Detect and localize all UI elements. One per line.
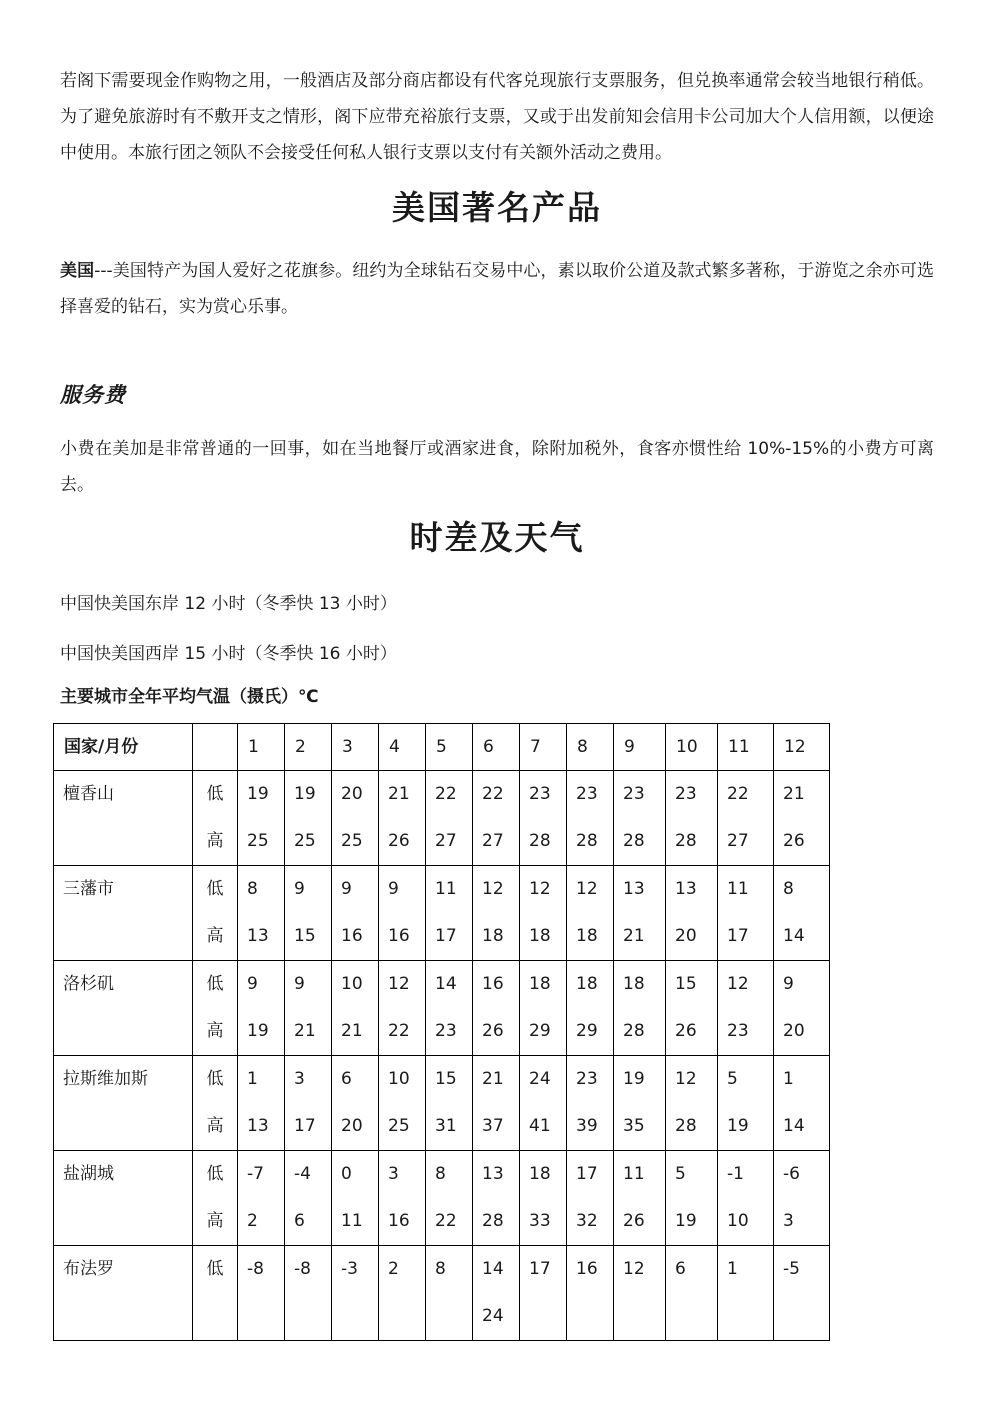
- table-header-row: [54, 724, 830, 771]
- header-month-3: 3: [332, 724, 379, 771]
- low-label: 低: [206, 879, 224, 899]
- low-value: 12: [623, 1259, 645, 1279]
- temp-cell-month-4: [379, 1246, 426, 1341]
- temp-cell-month-7: [520, 1056, 567, 1151]
- temp-cell-month-11: [718, 1151, 774, 1246]
- low-value: -8: [247, 1259, 264, 1279]
- header-month-10: 10: [666, 724, 718, 771]
- temp-cell-month-4: [379, 866, 426, 961]
- city-cell: [54, 1246, 193, 1341]
- low-label: 低: [206, 974, 224, 994]
- low-value: 12: [576, 879, 598, 899]
- low-value: 19: [294, 784, 316, 804]
- temp-cell-month-9: [614, 1246, 666, 1341]
- low-value: 3: [294, 1069, 305, 1089]
- low-value: 9: [247, 974, 258, 994]
- low-value: 12: [529, 879, 551, 899]
- temp-cell-month-3: [332, 866, 379, 961]
- high-value: 28: [623, 831, 645, 851]
- low-value: -3: [341, 1259, 358, 1279]
- temp-cell-month-8: [567, 1151, 614, 1246]
- low-value: 11: [623, 1164, 645, 1184]
- low-value: 23: [675, 784, 697, 804]
- city-name-spacer: [54, 818, 192, 865]
- low-value: 6: [341, 1069, 352, 1089]
- low-value: -1: [727, 1164, 744, 1184]
- high-value: 25: [388, 1116, 410, 1136]
- city-name: 三藩市: [63, 879, 114, 899]
- high-value: 25: [247, 831, 269, 851]
- temp-cell-month-10: [666, 1056, 718, 1151]
- temp-cell-month-7: [520, 866, 567, 961]
- header-month-6: 6: [473, 724, 520, 771]
- temp-cell-month-1: [238, 961, 285, 1056]
- temp-cell-month-12: [774, 771, 830, 866]
- low-value: 1: [783, 1069, 794, 1089]
- low-value: -5: [783, 1259, 800, 1279]
- header-month-4: 4: [379, 724, 426, 771]
- low-value: 23: [576, 1069, 598, 1089]
- high-value: 23: [435, 1021, 457, 1041]
- low-label: 低: [206, 784, 224, 804]
- high-value: 28: [623, 1021, 645, 1041]
- time-difference-west: 中国快美国西岸 15 小时（冬季快 16 小时）: [60, 644, 397, 664]
- high-value: 19: [727, 1116, 749, 1136]
- temp-cell-month-3: [332, 1151, 379, 1246]
- header-month-8: 8: [567, 724, 614, 771]
- temp-cell-month-7: [520, 1246, 567, 1341]
- high-value: 26: [482, 1021, 504, 1041]
- low-value: 18: [576, 974, 598, 994]
- low-value: 22: [435, 784, 457, 804]
- temp-cell-month-5: [426, 1151, 473, 1246]
- low-label: 低: [206, 1164, 224, 1184]
- low-value: 22: [482, 784, 504, 804]
- low-value: 14: [482, 1259, 504, 1279]
- high-value: 26: [388, 831, 410, 851]
- high-value: 19: [675, 1211, 697, 1231]
- temp-cell-month-11: [718, 866, 774, 961]
- intro-paragraph: 若阁下需要现金作购物之用，一般酒店及部分商店都设有代客兑现旅行支票服务，但兑换率通常会较当地银行稍低。为了避免旅游时有不敷开支之情形，阁下应带充裕旅行支票，又或于出发前知会信用卡公司加大个人信用额，以便途中使用。本旅行团之领队不会接受任何私人银行支票以支付有关额外活动之费用。: [60, 71, 934, 163]
- high-value: 27: [727, 831, 749, 851]
- temp-cell-month-9: [614, 866, 666, 961]
- temp-cell-month-10: [666, 1151, 718, 1246]
- high-value: 25: [341, 831, 363, 851]
- high-value: 32: [576, 1211, 598, 1231]
- temp-cell-month-9: [614, 961, 666, 1056]
- temp-cell-month-11: [718, 1246, 774, 1341]
- low-value: -6: [783, 1164, 800, 1184]
- products-paragraph-lead: 美国: [60, 261, 95, 281]
- header-low-high: [193, 724, 238, 771]
- high-value: 21: [294, 1021, 316, 1041]
- temp-cell-month-6: [473, 1056, 520, 1151]
- city-name: 布法罗: [63, 1259, 114, 1279]
- high-value: 14: [783, 1116, 805, 1136]
- temp-cell-month-9: [614, 771, 666, 866]
- weather-heading: 时差及天气: [409, 518, 585, 557]
- high-value: 23: [727, 1021, 749, 1041]
- high-label: 高: [206, 831, 224, 851]
- low-value: 15: [675, 974, 697, 994]
- temp-cell-month-12: [774, 1246, 830, 1341]
- products-paragraph: [60, 253, 934, 325]
- low-high-cell: [193, 771, 238, 866]
- low-value: 23: [623, 784, 645, 804]
- temp-cell-month-6: [473, 866, 520, 961]
- high-value: [285, 1293, 331, 1340]
- temp-cell-month-6: [473, 771, 520, 866]
- products-paragraph-body: ---美国特产为国人爱好之花旗参。纽约为全球钻石交易中心，素以取价公道及款式繁多著称，于游览之余亦可选择喜爱的钻石，实为赏心乐事。: [60, 261, 935, 317]
- low-value: 19: [623, 1069, 645, 1089]
- temp-cell-month-9: [614, 1056, 666, 1151]
- low-value: 8: [435, 1164, 446, 1184]
- time-difference-east: 中国快美国东岸 12 小时（冬季快 13 小时）: [60, 594, 397, 614]
- low-value: 22: [727, 784, 749, 804]
- low-high-cell: [193, 1151, 238, 1246]
- low-value: 24: [529, 1069, 551, 1089]
- low-value: 13: [482, 1164, 504, 1184]
- temp-cell-month-1: [238, 771, 285, 866]
- high-value: 15: [294, 926, 316, 946]
- low-value: 8: [435, 1259, 446, 1279]
- high-value: 21: [623, 926, 645, 946]
- temp-cell-month-10: [666, 866, 718, 961]
- high-value: [567, 1293, 613, 1340]
- high-value: 20: [783, 1021, 805, 1041]
- temp-cell-month-8: [567, 1246, 614, 1341]
- high-value: 24: [482, 1306, 504, 1326]
- temp-cell-month-2: [285, 866, 332, 961]
- high-value: 37: [482, 1116, 504, 1136]
- temp-cell-month-8: [567, 961, 614, 1056]
- temp-cell-month-1: [238, 1246, 285, 1341]
- high-value: 41: [529, 1116, 551, 1136]
- high-value: 26: [783, 831, 805, 851]
- table-row-布法罗: [54, 1246, 830, 1341]
- tipping-paragraph: 小费在美加是非常普通的一回事，如在当地餐厅或酒家进食，除附加税外，食客亦惯性给 10%-15%的小费方可离去。: [60, 439, 934, 495]
- low-value: 18: [529, 974, 551, 994]
- table-row-拉斯维加斯: [54, 1056, 830, 1151]
- temp-cell-month-5: [426, 1246, 473, 1341]
- low-value: 6: [675, 1259, 686, 1279]
- high-label: [193, 1293, 237, 1340]
- temp-cell-month-12: [774, 961, 830, 1056]
- temp-cell-month-3: [332, 1246, 379, 1341]
- city-name: 盐湖城: [63, 1164, 114, 1184]
- high-value: [379, 1293, 425, 1340]
- low-value: 18: [623, 974, 645, 994]
- header-month-7: 7: [520, 724, 567, 771]
- low-value: 20: [341, 784, 363, 804]
- high-value: 20: [675, 926, 697, 946]
- temp-cell-month-11: [718, 771, 774, 866]
- low-value: 10: [388, 1069, 410, 1089]
- high-value: 6: [294, 1211, 305, 1231]
- header-month-11: 11: [718, 724, 774, 771]
- high-value: 10: [727, 1211, 749, 1231]
- high-value: [718, 1293, 773, 1340]
- high-value: 14: [783, 926, 805, 946]
- high-value: 17: [435, 926, 457, 946]
- temp-cell-month-5: [426, 1056, 473, 1151]
- high-value: [774, 1293, 829, 1340]
- high-value: [238, 1293, 284, 1340]
- low-high-cell: [193, 1056, 238, 1151]
- temp-cell-month-4: [379, 1056, 426, 1151]
- low-value: 12: [388, 974, 410, 994]
- low-value: -7: [247, 1164, 264, 1184]
- high-value: 13: [247, 1116, 269, 1136]
- high-value: 27: [482, 831, 504, 851]
- low-high-cell: [193, 1246, 238, 1341]
- high-value: 35: [623, 1116, 645, 1136]
- low-value: -8: [294, 1259, 311, 1279]
- temp-cell-month-10: [666, 1246, 718, 1341]
- service-fee-heading: 服务费: [60, 383, 126, 407]
- high-value: 17: [727, 926, 749, 946]
- temp-cell-month-5: [426, 771, 473, 866]
- temp-cell-month-9: [614, 1151, 666, 1246]
- low-value: 8: [247, 879, 258, 899]
- temperature-table: [53, 723, 830, 1341]
- high-value: 31: [435, 1116, 457, 1136]
- city-name: 檀香山: [63, 784, 114, 804]
- temp-cell-month-1: [238, 1056, 285, 1151]
- temp-cell-month-10: [666, 961, 718, 1056]
- temp-cell-month-4: [379, 961, 426, 1056]
- high-value: 26: [675, 1021, 697, 1041]
- temp-cell-month-7: [520, 1151, 567, 1246]
- high-value: 22: [435, 1211, 457, 1231]
- low-value: -4: [294, 1164, 311, 1184]
- high-value: 11: [341, 1211, 363, 1231]
- city-name: 拉斯维加斯: [63, 1069, 148, 1089]
- temp-cell-month-2: [285, 1246, 332, 1341]
- city-name-spacer: [54, 1293, 192, 1340]
- low-value: 13: [623, 879, 645, 899]
- low-value: 12: [727, 974, 749, 994]
- high-value: 18: [529, 926, 551, 946]
- table-row-洛杉矶: [54, 961, 830, 1056]
- temp-cell-month-4: [379, 1151, 426, 1246]
- low-value: 8: [783, 879, 794, 899]
- city-cell: [54, 771, 193, 866]
- temp-cell-month-2: [285, 1151, 332, 1246]
- temp-cell-month-11: [718, 1056, 774, 1151]
- header-country-month: 国家/月份: [54, 724, 193, 771]
- low-value: 0: [341, 1164, 352, 1184]
- low-value: 5: [675, 1164, 686, 1184]
- low-value: 14: [435, 974, 457, 994]
- temp-cell-month-1: [238, 1151, 285, 1246]
- temp-cell-month-8: [567, 866, 614, 961]
- low-value: 1: [727, 1259, 738, 1279]
- high-value: 13: [247, 926, 269, 946]
- city-name: 洛杉矶: [63, 974, 114, 994]
- products-heading: 美国著名产品: [392, 188, 602, 227]
- low-value: 16: [576, 1259, 598, 1279]
- city-cell: [54, 866, 193, 961]
- high-value: 26: [623, 1211, 645, 1231]
- high-value: 22: [388, 1021, 410, 1041]
- low-value: 11: [727, 879, 749, 899]
- temp-cell-month-11: [718, 961, 774, 1056]
- low-value: 18: [529, 1164, 551, 1184]
- low-value: 21: [783, 784, 805, 804]
- low-value: 1: [247, 1069, 258, 1089]
- temp-cell-month-1: [238, 866, 285, 961]
- high-value: 29: [576, 1021, 598, 1041]
- high-label: 高: [206, 1021, 224, 1041]
- low-value: 2: [388, 1259, 399, 1279]
- low-high-cell: [193, 961, 238, 1056]
- city-name-spacer: [54, 1198, 192, 1245]
- temp-cell-month-4: [379, 771, 426, 866]
- city-name-spacer: [54, 1008, 192, 1055]
- low-value: 12: [482, 879, 504, 899]
- low-value: 9: [294, 974, 305, 994]
- low-label: 低: [206, 1259, 224, 1279]
- header-month-12: 12: [774, 724, 830, 771]
- low-value: 19: [247, 784, 269, 804]
- high-value: [426, 1293, 472, 1340]
- table-row-檀香山: [54, 771, 830, 866]
- header-month-5: 5: [426, 724, 473, 771]
- high-value: 28: [529, 831, 551, 851]
- temp-cell-month-6: [473, 1151, 520, 1246]
- high-value: 21: [341, 1021, 363, 1041]
- temp-cell-month-5: [426, 961, 473, 1056]
- low-value: 17: [529, 1259, 551, 1279]
- high-value: [666, 1293, 717, 1340]
- low-value: 11: [435, 879, 457, 899]
- high-value: 18: [482, 926, 504, 946]
- high-value: [520, 1293, 566, 1340]
- low-value: 16: [482, 974, 504, 994]
- city-cell: [54, 1056, 193, 1151]
- document-content: [0, 63, 992, 1341]
- temp-cell-month-6: [473, 961, 520, 1056]
- low-high-cell: [193, 866, 238, 961]
- high-value: 20: [341, 1116, 363, 1136]
- city-name-spacer: [54, 913, 192, 960]
- high-value: 39: [576, 1116, 598, 1136]
- high-value: 29: [529, 1021, 551, 1041]
- header-month-2: 2: [285, 724, 332, 771]
- temp-cell-month-12: [774, 866, 830, 961]
- low-value: 17: [576, 1164, 598, 1184]
- high-value: 19: [247, 1021, 269, 1041]
- city-name-spacer: [54, 1103, 192, 1150]
- low-value: 15: [435, 1069, 457, 1089]
- temp-cell-month-3: [332, 1056, 379, 1151]
- temp-cell-month-2: [285, 961, 332, 1056]
- high-value: 25: [294, 831, 316, 851]
- high-value: 28: [482, 1211, 504, 1231]
- low-value: 9: [783, 974, 794, 994]
- temp-cell-month-10: [666, 771, 718, 866]
- low-value: 12: [675, 1069, 697, 1089]
- temp-cell-month-8: [567, 771, 614, 866]
- city-cell: [54, 1151, 193, 1246]
- high-value: 16: [388, 1211, 410, 1231]
- high-value: 28: [675, 831, 697, 851]
- low-value: 9: [388, 879, 399, 899]
- temp-cell-month-7: [520, 961, 567, 1056]
- header-month-1: 1: [238, 724, 285, 771]
- city-cell: [54, 961, 193, 1056]
- temp-cell-month-3: [332, 961, 379, 1056]
- temperature-table-caption: 主要城市全年平均气温（摄氏）℃: [60, 687, 319, 707]
- low-value: 9: [294, 879, 305, 899]
- high-value: [614, 1293, 665, 1340]
- low-label: 低: [206, 1069, 224, 1089]
- high-value: 18: [576, 926, 598, 946]
- low-value: 13: [675, 879, 697, 899]
- high-value: 2: [247, 1211, 258, 1231]
- high-value: 17: [294, 1116, 316, 1136]
- temp-cell-month-3: [332, 771, 379, 866]
- high-value: 28: [675, 1116, 697, 1136]
- low-value: 23: [576, 784, 598, 804]
- temp-cell-month-5: [426, 866, 473, 961]
- high-value: 33: [529, 1211, 551, 1231]
- table-row-盐湖城: [54, 1151, 830, 1246]
- low-value: 21: [388, 784, 410, 804]
- high-label: 高: [206, 1211, 224, 1231]
- temp-cell-month-2: [285, 771, 332, 866]
- high-label: 高: [206, 926, 224, 946]
- low-value: 5: [727, 1069, 738, 1089]
- temp-cell-month-12: [774, 1151, 830, 1246]
- high-value: 16: [341, 926, 363, 946]
- temp-cell-month-12: [774, 1056, 830, 1151]
- high-value: 28: [576, 831, 598, 851]
- table-body: [54, 771, 830, 1341]
- temp-cell-month-7: [520, 771, 567, 866]
- high-value: 27: [435, 831, 457, 851]
- temp-cell-month-8: [567, 1056, 614, 1151]
- low-value: 23: [529, 784, 551, 804]
- low-value: 21: [482, 1069, 504, 1089]
- high-value: [332, 1293, 378, 1340]
- temp-cell-month-6: [473, 1246, 520, 1341]
- table-row-三藩市: [54, 866, 830, 961]
- temp-cell-month-2: [285, 1056, 332, 1151]
- high-value: 3: [783, 1211, 794, 1231]
- low-value: 10: [341, 974, 363, 994]
- low-value: 3: [388, 1164, 399, 1184]
- header-month-9: 9: [614, 724, 666, 771]
- low-value: 9: [341, 879, 352, 899]
- high-label: 高: [206, 1116, 224, 1136]
- high-value: 16: [388, 926, 410, 946]
